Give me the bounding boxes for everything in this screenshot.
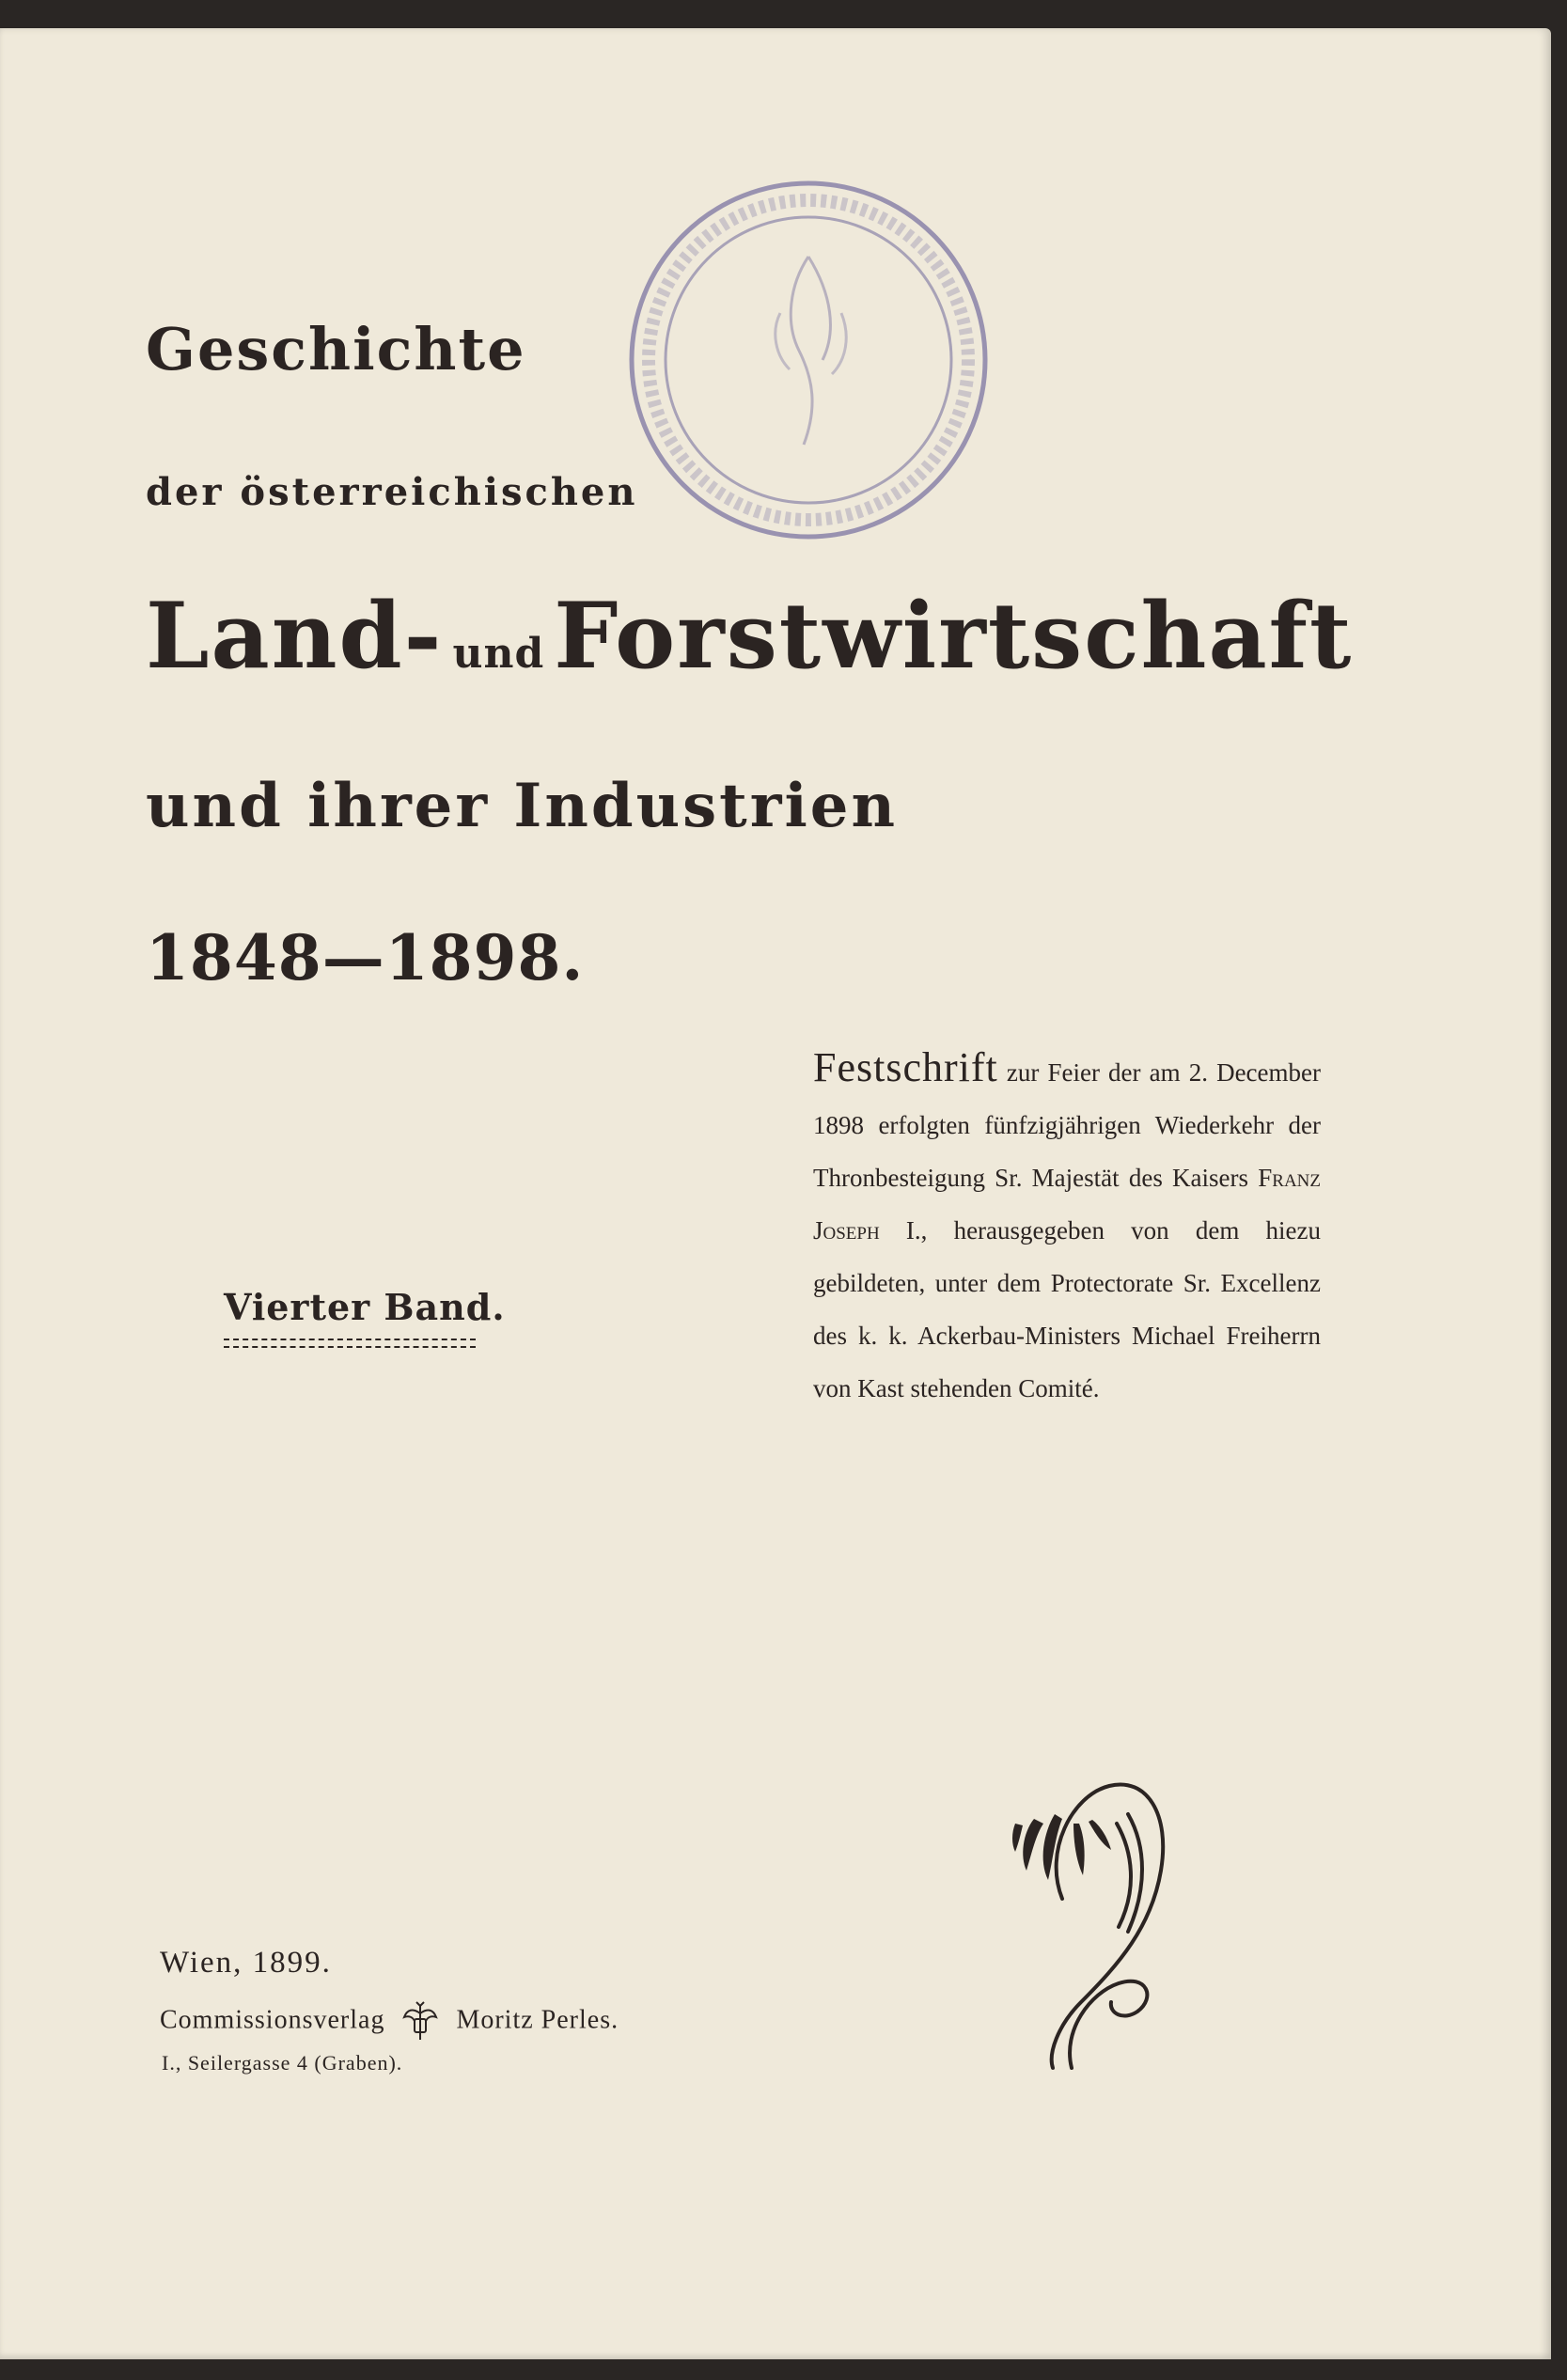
festschrift-paragraph [813,1041,1321,1415]
festschrift-emperor-name: Franz Joseph [813,1164,1321,1245]
volume-underline [224,1339,476,1348]
title-line-industrien: und ihrer Industrien [146,771,898,841]
title-line-oesterreichischen: der österreichischen [146,470,638,514]
floral-ornament [1006,1683,1194,2077]
imprint-address: I., Seilergasse 4 (Graben). [162,2051,403,2075]
title-word-forstwirtschaft: Forstwirtschaft [554,583,1354,689]
title-word-und: und [452,630,545,678]
imprint-publisher-right: Moritz Perles. [456,2005,619,2035]
title-word-land: Land- [146,583,444,689]
title-line-geschichte: Geschichte [146,315,526,384]
imprint-publisher [160,2000,619,2043]
imprint-publisher-left: Commissionsverlag [160,2005,385,2035]
library-stamp [620,172,996,548]
volume-label: Vierter Band. [224,1286,506,1328]
eagle-emblem-icon [401,2000,439,2043]
imprint-place-year: Wien, 1899. [160,1946,332,1980]
festschrift-text-before: zur Feier der am 2. December 1898 erfolgten fünfzigjährigen Wiederkehr der Thronbesteigung Sr. Majestät des Kaisers [813,1058,1321,1192]
title-line-land-forstwirtschaft [146,583,1353,689]
festschrift-lead: Festschrift [813,1044,998,1090]
festschrift-text-after: I., herausgegeben von dem hiezu gebildeten, unter dem Protectorate Sr. Excellenz des k. k. Ackerbau-Ministers Michael Freiherrn von Kast stehenden Comité. [813,1216,1321,1402]
title-line-years: 1848—1898. [146,921,585,994]
